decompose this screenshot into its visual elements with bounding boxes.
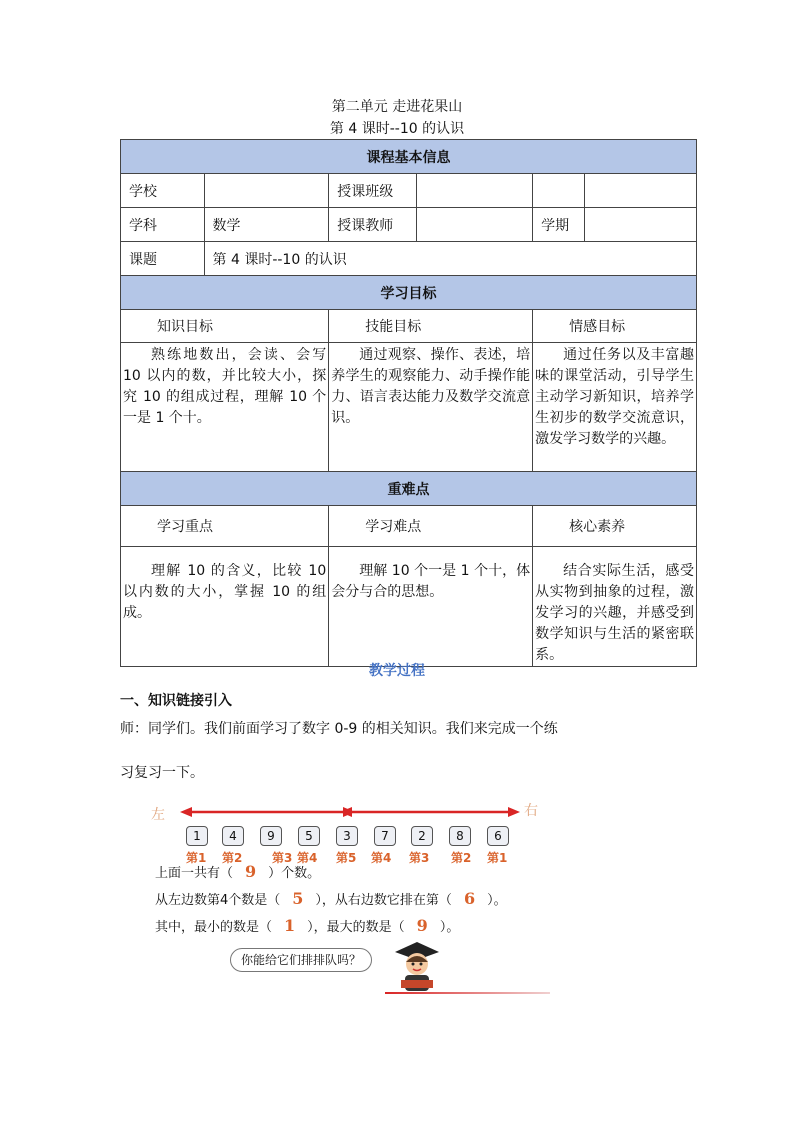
key-text-literacy: 结合实际生活，感受从实物到抽象的过程，激发学习的兴趣，并感受到数学知识与生活的紧密联系。 bbox=[533, 547, 697, 667]
ordinal-right-label: 第2 bbox=[451, 851, 472, 865]
number-card: 6 bbox=[487, 826, 509, 846]
goal-col-skill: 技能目标 bbox=[329, 310, 533, 343]
topic-value: 第 4 课时--10 的认识 bbox=[204, 242, 696, 276]
goal-text-skill: 通过观察、操作、表述，培养学生的观察能力、动手操作能力、语言表达能力及数学交流意识。 bbox=[329, 343, 533, 472]
key-text-difficulty: 理解 10 个一是 1 个十，体会分与合的思想。 bbox=[329, 547, 533, 667]
ordinal-left-label: 第3 bbox=[272, 851, 293, 865]
number-card: 2 bbox=[411, 826, 433, 846]
class-value bbox=[417, 174, 533, 208]
number-card: 8 bbox=[449, 826, 471, 846]
question-2: 从左边数第4个数是（ 5 ），从右边数它排在第（ 6 ）。 bbox=[155, 889, 507, 908]
ordinal-left-label: 第1 bbox=[186, 851, 207, 865]
goal-text-knowledge: 熟练地数出，会读、会写 10 以内的数，并比较大小，探究 10 的组成过程，理解 10 个一是 1 个十。 bbox=[121, 343, 329, 472]
number-card: 3 bbox=[336, 826, 358, 846]
school-value bbox=[204, 174, 329, 208]
subject-label: 学科 bbox=[121, 208, 205, 242]
number-card: 1 bbox=[186, 826, 208, 846]
arrow-left-icon bbox=[180, 807, 192, 817]
unit-title: 第二单元 走进花果山 bbox=[331, 99, 463, 115]
teacher-value bbox=[417, 208, 533, 242]
goals-header: 学习目标 bbox=[121, 276, 697, 310]
arrow-right-icon bbox=[508, 807, 520, 817]
teacher-label: 授课教师 bbox=[329, 208, 417, 242]
goal-col-knowledge: 知识目标 bbox=[121, 310, 329, 343]
number-card: 7 bbox=[374, 826, 396, 846]
blank-cell bbox=[585, 174, 697, 208]
direction-arrows bbox=[180, 804, 520, 820]
lesson-title: 第 4 课时--10 的认识 bbox=[329, 121, 465, 137]
paragraph-line-2: 习复习一下。 bbox=[120, 765, 204, 781]
subject-value: 数学 bbox=[204, 208, 329, 242]
topic-label: 课题 bbox=[121, 242, 205, 276]
key-col-focus: 学习重点 bbox=[121, 506, 329, 547]
process-title: 教学过程 bbox=[369, 663, 425, 679]
key-col-literacy: 核心素养 bbox=[533, 506, 697, 547]
ordinal-left-label: 第5 bbox=[336, 851, 357, 865]
paragraph-line-1: 师：同学们。我们前面学习了数字 0-9 的相关知识。我们来完成一个练 bbox=[120, 721, 558, 737]
blank-cell bbox=[533, 174, 585, 208]
ordinal-left-label: 第4 bbox=[297, 851, 318, 865]
right-label: 右 bbox=[524, 803, 538, 819]
basic-info-header: 课程基本信息 bbox=[121, 140, 697, 174]
class-label: 授课班级 bbox=[329, 174, 417, 208]
underline-divider bbox=[385, 992, 550, 994]
question-3: 其中，最小的数是（ 1 ），最大的数是（ 9 ）。 bbox=[155, 916, 460, 935]
key-col-difficulty: 学习难点 bbox=[329, 506, 533, 547]
lesson-info-table bbox=[120, 139, 697, 667]
number-card: 9 bbox=[260, 826, 282, 846]
ordinal-left-label: 第2 bbox=[222, 851, 243, 865]
question-1: 上面一共有（ 9 ）个数。 bbox=[155, 862, 321, 881]
goal-col-emotion: 情感目标 bbox=[533, 310, 697, 343]
section-heading: 一、知识链接引入 bbox=[120, 693, 232, 709]
number-card: 5 bbox=[298, 826, 320, 846]
ordinal-right-label: 第4 bbox=[371, 851, 392, 865]
ordinal-right-label: 第1 bbox=[487, 851, 508, 865]
key-points-header: 重难点 bbox=[121, 472, 697, 506]
term-label: 学期 bbox=[533, 208, 585, 242]
number-card: 4 bbox=[222, 826, 244, 846]
student-cartoon-icon bbox=[385, 938, 445, 994]
term-value bbox=[585, 208, 697, 242]
speech-bubble: 你能给它们排排队吗？ bbox=[230, 948, 372, 972]
left-label: 左 bbox=[151, 807, 165, 823]
ordinal-right-label: 第3 bbox=[409, 851, 430, 865]
key-text-focus: 理解 10 的含义，比较 10 以内数的大小，掌握 10 的组成。 bbox=[121, 547, 329, 667]
school-label: 学校 bbox=[121, 174, 205, 208]
goal-text-emotion: 通过任务以及丰富趣味的课堂活动，引导学生主动学习新知识，培养学生初步的数学交流意识，激发学习数学的兴趣。 bbox=[533, 343, 697, 472]
